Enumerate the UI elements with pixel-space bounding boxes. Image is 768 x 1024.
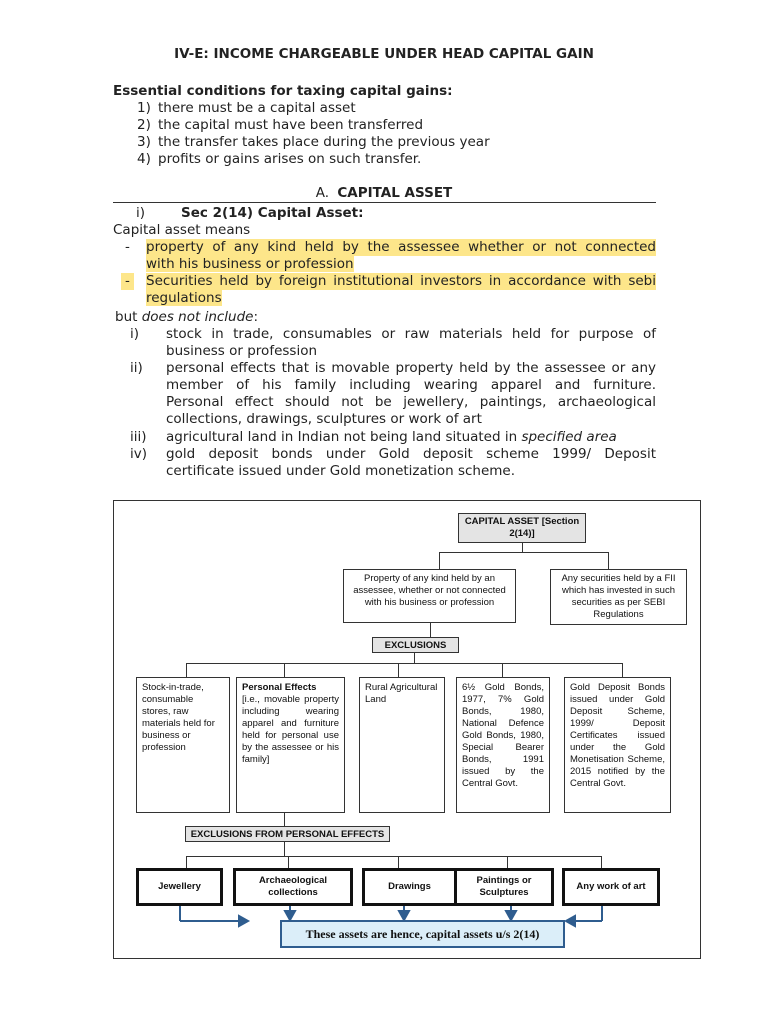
root-box: CAPITAL ASSET [Section 2(14)]: [458, 513, 586, 543]
essential-heading: Essential conditions for taxing capital gains:: [113, 83, 453, 99]
exclusion-line: member of his family including wearing apparel and furniture.: [166, 377, 656, 393]
list-number: iii): [130, 429, 147, 445]
section-title: CAPITAL ASSET: [337, 185, 453, 201]
means-text: Capital asset means: [113, 222, 251, 238]
personal-effects-exclusions-box: EXCLUSIONS FROM PERSONAL EFFECTS: [185, 826, 390, 842]
list-item: profits or gains arises on such transfer.: [158, 151, 422, 167]
exclusion-stock-box: Stock-in-trade, consumable stores, raw materials held for business or profession: [136, 677, 230, 813]
exclusions-box: EXCLUSIONS: [372, 637, 459, 653]
exclusion-line: personal effects that is movable property held by the assessee or any: [166, 360, 656, 376]
conclusion-box: These assets are hence, capital assets u/s 2(14): [280, 920, 565, 948]
page-title: IV-E: INCOME CHARGEABLE UNDER HEAD CAPITAL GAIN: [174, 46, 594, 62]
sec-title: Sec 2(14) Capital Asset:: [181, 205, 364, 221]
drawings-box: Drawings: [362, 868, 457, 906]
list-number: i): [130, 326, 140, 342]
list-number: 2): [137, 117, 151, 133]
exclusion-line: agricultural land in Indian not being land situated in specified area: [166, 429, 617, 445]
but-text: but does not include:: [115, 309, 259, 325]
exclusion-line: stock in trade, consumables or raw materials held for purpose of: [166, 326, 656, 342]
list-number: ii): [130, 360, 143, 376]
section-rule: [113, 202, 656, 203]
list-number: 3): [137, 134, 151, 150]
jewellery-box: Jewellery: [136, 868, 223, 906]
branch-property-box: Property of any kind held by an assessee, whether or not connected with his business or profession: [343, 569, 516, 623]
exclusion-line: certificate issued under Gold monetization scheme.: [166, 463, 516, 479]
archaeological-box: Archaeological collections: [233, 868, 353, 906]
list-number: 4): [137, 151, 151, 167]
list-number: iv): [130, 446, 148, 462]
list-number: 1): [137, 100, 151, 116]
sec-number: i): [136, 205, 146, 221]
means-item-line: property of any kind held by the assessee whether or not connected: [146, 239, 656, 255]
exclusion-land-box: Rural Agricultural Land: [359, 677, 445, 813]
means-item-line: regulations: [146, 290, 222, 306]
personal-effects-title: Personal Effects: [242, 682, 317, 693]
exclusion-line: gold deposit bonds under Gold deposit scheme 1999/ Deposit: [166, 446, 656, 462]
branch-securities-box: Any securities held by a FII which has invested in such securities as per SEBI Regulations: [550, 569, 687, 625]
capital-asset-diagram: [113, 500, 701, 959]
dash: -: [125, 239, 130, 255]
exclusion-gold-deposit-box: Gold Deposit Bonds issued under Gold Deposit Scheme, 1999/ Deposit Certificates issued under the Gold Monetisation Scheme, 2015 notified by the Central Govt.: [564, 677, 671, 813]
paintings-box: Paintings or Sculptures: [454, 868, 554, 906]
list-item: the transfer takes place during the previous year: [158, 134, 490, 150]
section-heading: [0, 185, 768, 202]
dash: -: [121, 273, 134, 290]
exclusion-gold-bonds-box: 6½ Gold Bonds, 1977, 7% Gold Bonds, 1980, National Defence Gold Bonds, 1980, Special Bearer Bonds, 1991 issued by the Central Govt.: [456, 677, 550, 813]
means-item-line: with his business or profession: [146, 256, 354, 272]
list-item: there must be a capital asset: [158, 100, 356, 116]
means-item-line: Securities held by foreign institutional investors in accordance with sebi: [146, 273, 656, 289]
work-of-art-box: Any work of art: [562, 868, 660, 906]
section-letter: A.: [315, 185, 330, 201]
exclusion-line: Personal effect should not be jewellery, paintings, archaeological: [166, 394, 656, 410]
arrows-icon: [114, 501, 700, 958]
list-item: the capital must have been transferred: [158, 117, 424, 133]
exclusion-line: business or profession: [166, 343, 318, 359]
personal-effects-body: [i.e., movable property including wearing apparel and furniture held for personal use by the assessee or his family]: [242, 694, 339, 765]
exclusion-line: collections, drawings, sculptures or work of art: [166, 411, 482, 427]
